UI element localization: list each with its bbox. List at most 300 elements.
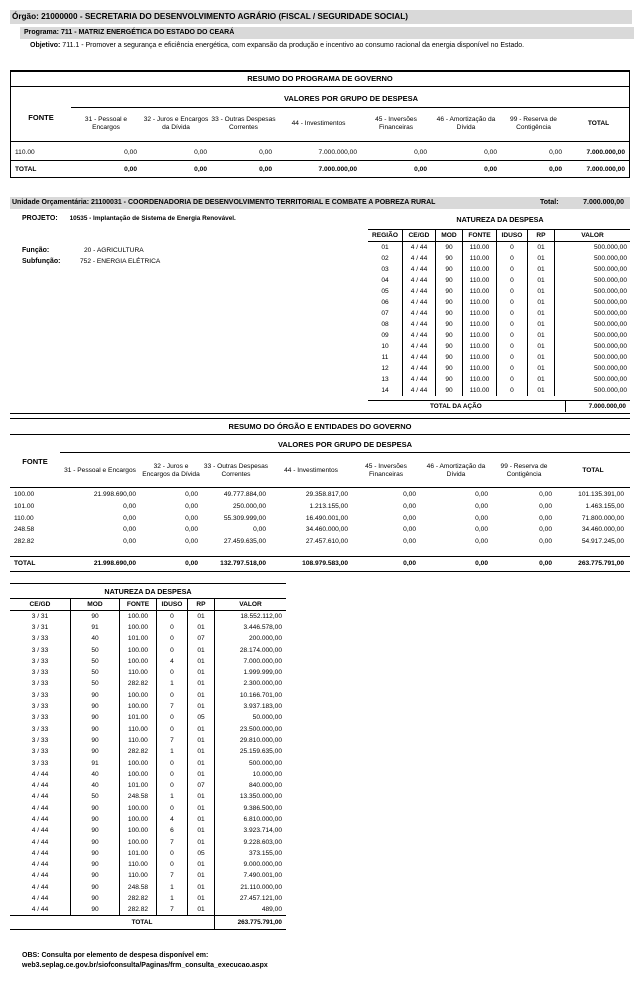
table-cell: 01 bbox=[188, 882, 215, 893]
col-juros: 32 - Juros e Encargos da Dívida bbox=[143, 116, 209, 131]
table-cell: 01 bbox=[188, 791, 215, 802]
table-cell: 0 bbox=[497, 286, 528, 297]
unidade-header bbox=[10, 197, 630, 209]
no-total-label: TOTAL bbox=[131, 919, 153, 927]
obs-link[interactable]: web3.seplag.ce.gov.br/siofconsulta/Paginas/frm_consulta_execucao.aspx bbox=[22, 962, 268, 969]
table-cell: 23.500.000,00 bbox=[215, 723, 287, 734]
table-cell: 500.000,00 bbox=[555, 363, 631, 374]
col-reserva: 99 - Reserva de Contigência bbox=[510, 116, 557, 131]
table-cell: 90 bbox=[71, 814, 120, 825]
table-cell: 91 bbox=[71, 757, 120, 768]
table-row bbox=[10, 644, 286, 655]
table-cell: 0 bbox=[497, 297, 528, 308]
table-cell: 3 / 33 bbox=[31, 759, 49, 767]
resumo-orgao-cell: 0,00 bbox=[539, 491, 552, 498]
table-cell: 01 bbox=[188, 904, 215, 915]
col-outras: 33 - Outras Despesas Correntes bbox=[211, 116, 276, 131]
table-row bbox=[368, 286, 630, 297]
table-cell: 500.000,00 bbox=[555, 352, 631, 363]
table-cell: 4 bbox=[157, 656, 188, 667]
resumo-orgao-cell: 0,00 bbox=[403, 502, 416, 510]
table-cell: 500.000,00 bbox=[555, 341, 631, 352]
table-cell: 500.000,00 bbox=[555, 275, 631, 286]
table-cell: 21.110.000,00 bbox=[215, 882, 287, 893]
table-row bbox=[10, 791, 286, 802]
table-row bbox=[368, 330, 630, 341]
table-row bbox=[10, 882, 286, 893]
table-cell: 110.00 bbox=[463, 297, 497, 308]
table-cell: 01 bbox=[528, 319, 555, 330]
table-cell: 90 bbox=[436, 264, 463, 275]
table-cell: 40 bbox=[71, 780, 120, 791]
table-cell: 100.00 bbox=[120, 803, 157, 814]
table-cell: 28.174.000,00 bbox=[215, 644, 287, 655]
table-cell: 01 bbox=[528, 242, 555, 253]
table-cell: 01 bbox=[188, 814, 215, 825]
table-cell: 01 bbox=[188, 769, 215, 780]
table-cell: 3.937.183,00 bbox=[215, 701, 287, 712]
table-cell: 4 / 44 bbox=[31, 849, 49, 857]
table-cell: 90 bbox=[71, 882, 120, 893]
table-cell: 7 bbox=[157, 904, 188, 915]
table-cell: 2.300.000,00 bbox=[215, 678, 287, 689]
table-row bbox=[10, 859, 286, 870]
resumo-orgao-cell: 0,00 bbox=[185, 560, 198, 567]
table-cell: 9.000.000,00 bbox=[215, 859, 287, 870]
table-cell: 0 bbox=[497, 385, 528, 396]
resumo-orgao-cell: 0,00 bbox=[123, 502, 136, 510]
resumo-orgao-subtitle: VALORES POR GRUPO DE DESPESA bbox=[277, 440, 413, 449]
table-cell: 05 bbox=[381, 287, 389, 295]
resumo-orgao-cell: 0,00 bbox=[475, 491, 488, 498]
table-cell: 110.00 bbox=[120, 735, 157, 746]
resumo-programa-cell: 0,00 bbox=[194, 149, 207, 156]
table-cell: 4 / 44 bbox=[31, 770, 49, 778]
table-cell: 90 bbox=[436, 363, 463, 374]
table-row bbox=[368, 253, 630, 264]
table-cell: 110.00 bbox=[463, 286, 497, 297]
table-cell: 01 bbox=[188, 644, 215, 655]
table-row bbox=[10, 656, 286, 667]
table-cell: 7.490.001,00 bbox=[215, 870, 287, 881]
table-cell: 1 bbox=[157, 678, 188, 689]
table-cell: 01 bbox=[188, 893, 215, 904]
unidade-label: Unidade Orçamentária: 21100031 - COORDENADORIA DE DESENVOLVIMENTO TERRITORIAL E COMBATE A POBREZA RURAL bbox=[12, 199, 436, 206]
table-cell: 0 bbox=[157, 644, 188, 655]
resumo-programa-cell: 0,00 bbox=[124, 149, 137, 156]
table-row bbox=[10, 893, 286, 904]
table-cell: 110.00 bbox=[463, 385, 497, 396]
table-cell: 0 bbox=[157, 859, 188, 870]
table-cell: 0 bbox=[157, 690, 188, 701]
table-row bbox=[368, 264, 630, 275]
table-cell: 0 bbox=[157, 712, 188, 723]
resumo-orgao-cell: 0,00 bbox=[185, 538, 198, 546]
table-cell: 90 bbox=[71, 690, 120, 701]
table-cell: 840.000,00 bbox=[215, 780, 287, 791]
table-cell: 01 bbox=[528, 330, 555, 341]
subfuncao-label: Subfunção: bbox=[22, 258, 61, 265]
no-col-fonte: FONTE bbox=[120, 599, 157, 611]
np-col-fonte: FONTE bbox=[463, 230, 497, 242]
table-cell: 4 / 44 bbox=[403, 330, 436, 341]
table-cell: 01 bbox=[528, 308, 555, 319]
table-cell: 4 / 44 bbox=[403, 297, 436, 308]
table-row bbox=[10, 803, 286, 814]
natureza-orgao-box bbox=[10, 583, 286, 936]
table-cell: 01 bbox=[528, 253, 555, 264]
table-cell: 0 bbox=[497, 319, 528, 330]
ro-col-inversoes: 45 - Inversões Financeiras bbox=[365, 463, 407, 478]
table-row bbox=[368, 242, 630, 253]
ro-col-pessoal: 31 - Pessoal e Encargos bbox=[64, 467, 136, 474]
table-cell: 0 bbox=[157, 803, 188, 814]
table-cell: 4 / 44 bbox=[403, 385, 436, 396]
table-cell: 90 bbox=[71, 803, 120, 814]
np-col-regiao: REGIÃO bbox=[371, 232, 398, 239]
table-cell: 01 bbox=[188, 656, 215, 667]
table-cell: 10 bbox=[381, 342, 389, 350]
table-cell: 01 bbox=[528, 363, 555, 374]
table-row bbox=[10, 780, 286, 791]
resumo-programa-subtitle: VALORES POR GRUPO DE DESPESA bbox=[283, 94, 419, 103]
table-row bbox=[368, 385, 630, 396]
table-row bbox=[10, 622, 286, 633]
resumo-orgao-cell: 16.490.001,00 bbox=[305, 514, 348, 522]
table-cell: 01 bbox=[188, 746, 215, 757]
resumo-orgao-cell: 0,00 bbox=[539, 526, 552, 534]
table-cell: 10.166.701,00 bbox=[215, 690, 287, 701]
natureza-orgao-table bbox=[10, 598, 286, 930]
table-cell: 90 bbox=[71, 848, 120, 859]
table-cell: 200.000,00 bbox=[215, 633, 287, 644]
resumo-orgao-cell: 0,00 bbox=[475, 514, 488, 522]
table-cell: 282.82 bbox=[120, 746, 157, 757]
table-cell: 90 bbox=[71, 701, 120, 712]
table-cell: 110.00 bbox=[463, 330, 497, 341]
np-col-mod: MOD bbox=[436, 230, 463, 242]
table-cell: 500.000,00 bbox=[555, 319, 631, 330]
table-cell: 01 bbox=[188, 803, 215, 814]
table-cell: 90 bbox=[71, 859, 120, 870]
table-cell: 90 bbox=[436, 319, 463, 330]
resumo-programa-cell: 0,00 bbox=[484, 149, 497, 156]
table-row bbox=[10, 712, 286, 723]
table-cell: 01 bbox=[188, 836, 215, 847]
table-row bbox=[368, 352, 630, 363]
table-cell: 6 bbox=[157, 825, 188, 836]
table-cell: 4 / 44 bbox=[403, 319, 436, 330]
col-investimentos: 44 - Investimentos bbox=[291, 120, 346, 127]
table-cell: 90 bbox=[436, 297, 463, 308]
table-cell: 01 bbox=[528, 286, 555, 297]
table-cell: 248.58 bbox=[120, 791, 157, 802]
table-cell: 110.00 bbox=[463, 242, 497, 253]
table-cell: 248.58 bbox=[120, 882, 157, 893]
table-cell: 01 bbox=[188, 611, 215, 622]
table-cell: 500.000,00 bbox=[555, 297, 631, 308]
np-total-label: TOTAL DA AÇÃO bbox=[430, 403, 482, 410]
resumo-orgao-cell: 0,00 bbox=[403, 514, 416, 522]
table-cell: 04 bbox=[381, 276, 389, 284]
resumo-orgao-cell: 27.457.610,00 bbox=[305, 538, 348, 546]
resumo-programa-cell: 7.000.000,00 bbox=[586, 166, 625, 173]
resumo-programa-cell: 0,00 bbox=[194, 166, 207, 173]
resumo-programa-cell: 7.000.000,00 bbox=[318, 149, 357, 156]
resumo-orgao-cell: 0,00 bbox=[539, 560, 552, 567]
table-row bbox=[10, 723, 286, 734]
table-cell: 7.000.000,00 bbox=[215, 656, 287, 667]
obs-line-1: OBS: Consulta por elemento de despesa disponível em: bbox=[22, 952, 209, 959]
resumo-orgao-cell: 0,00 bbox=[403, 538, 416, 546]
table-cell: 1 bbox=[157, 882, 188, 893]
table-cell: 0 bbox=[497, 308, 528, 319]
col-pessoal: 31 - Pessoal e Encargos bbox=[84, 116, 128, 131]
table-cell: 0 bbox=[497, 253, 528, 264]
programa-header: Programa: 711 - MATRIZ ENERGÉTICA DO ESTADO DO CEARÁ bbox=[20, 27, 634, 39]
table-cell: 08 bbox=[381, 320, 389, 328]
table-cell: 110.00 bbox=[463, 319, 497, 330]
table-cell: 0 bbox=[157, 848, 188, 859]
resumo-orgao-cell: 263.775.791,00 bbox=[578, 560, 624, 567]
table-cell: 110.00 bbox=[463, 308, 497, 319]
table-cell: 489,00 bbox=[215, 904, 287, 915]
table-row bbox=[368, 275, 630, 286]
table-cell: 50 bbox=[71, 656, 120, 667]
table-cell: 9.228.603,00 bbox=[215, 836, 287, 847]
table-cell: 101.00 bbox=[120, 633, 157, 644]
table-cell: 01 bbox=[188, 667, 215, 678]
table-cell: 18.552.112,00 bbox=[215, 611, 287, 622]
table-cell: 90 bbox=[436, 341, 463, 352]
table-cell: 9.386.500,00 bbox=[215, 803, 287, 814]
objetivo-text: 711.1 - Promover a segurança e eficiência energética, com expansão da produção e incentivo ao consumo racional da energia disponível no Estado. bbox=[62, 42, 525, 49]
funcao-line bbox=[22, 247, 144, 254]
table-cell: 03 bbox=[381, 265, 389, 273]
table-cell: 6.810.000,00 bbox=[215, 814, 287, 825]
table-cell: 01 bbox=[381, 243, 389, 251]
table-row bbox=[10, 836, 286, 847]
table-cell: 4 / 44 bbox=[31, 895, 49, 903]
resumo-programa-row-fonte: 110.00 bbox=[15, 149, 35, 156]
table-cell: 90 bbox=[436, 352, 463, 363]
resumo-orgao-cell: 0,00 bbox=[539, 538, 552, 546]
table-cell: 90 bbox=[436, 308, 463, 319]
table-cell: 4 / 44 bbox=[31, 827, 49, 835]
table-cell: 07 bbox=[188, 633, 215, 644]
resumo-orgao-cell: 27.459.635,00 bbox=[223, 538, 266, 546]
table-cell: 90 bbox=[71, 712, 120, 723]
table-cell: 0 bbox=[157, 667, 188, 678]
orgao-header: Órgão: 21000000 - SECRETARIA DO DESENVOLVIMENTO AGRÁRIO (FISCAL / SEGURIDADE SOCIAL) bbox=[10, 10, 632, 24]
table-cell: 50 bbox=[71, 678, 120, 689]
table-row bbox=[368, 374, 630, 385]
table-row bbox=[368, 308, 630, 319]
resumo-orgao-cell: 0,00 bbox=[185, 526, 198, 534]
table-cell: 3 / 33 bbox=[31, 669, 49, 677]
table-cell: 90 bbox=[436, 275, 463, 286]
ro-col-reserva: 99 - Reserva de Contigência bbox=[500, 463, 548, 478]
table-row bbox=[10, 633, 286, 644]
no-col-rp: RP bbox=[188, 599, 215, 611]
table-cell: 90 bbox=[71, 735, 120, 746]
resumo-orgao-cell: 0,00 bbox=[475, 526, 488, 534]
table-row bbox=[368, 319, 630, 330]
resumo-programa-cell: 0,00 bbox=[259, 166, 272, 173]
table-cell: 4 bbox=[157, 814, 188, 825]
ro-col-outras: 33 - Outras Despesas Correntes bbox=[203, 463, 269, 478]
table-cell: 500.000,00 bbox=[555, 330, 631, 341]
table-cell: 01 bbox=[528, 297, 555, 308]
table-row bbox=[10, 769, 286, 780]
resumo-orgao-cell: 108.979.583,00 bbox=[302, 560, 348, 567]
table-cell: 90 bbox=[71, 746, 120, 757]
table-cell: 0 bbox=[157, 622, 188, 633]
table-cell: 110.00 bbox=[120, 723, 157, 734]
table-cell: 40 bbox=[71, 633, 120, 644]
table-cell: 282.82 bbox=[120, 904, 157, 915]
table-cell: 0 bbox=[157, 780, 188, 791]
table-cell: 4 / 44 bbox=[31, 782, 49, 790]
table-cell: 50.000,00 bbox=[215, 712, 287, 723]
table-cell: 07 bbox=[381, 309, 389, 317]
table-cell: 500.000,00 bbox=[555, 374, 631, 385]
no-col-cegd: CE/GD bbox=[29, 601, 51, 608]
table-row bbox=[10, 667, 286, 678]
table-cell: 27.457.121,00 bbox=[215, 893, 287, 904]
table-cell: 4 / 44 bbox=[403, 253, 436, 264]
table-row bbox=[10, 848, 286, 859]
table-cell: 4 / 44 bbox=[403, 341, 436, 352]
table-cell: 100.00 bbox=[120, 622, 157, 633]
natureza-orgao-title: NATUREZA DA DESPESA bbox=[104, 587, 192, 596]
table-cell: 100.00 bbox=[120, 611, 157, 622]
table-cell: 13 bbox=[381, 375, 389, 383]
table-cell: 01 bbox=[528, 264, 555, 275]
table-cell: 3.923.714,00 bbox=[215, 825, 287, 836]
table-cell: 500.000,00 bbox=[555, 286, 631, 297]
table-cell: 0 bbox=[497, 363, 528, 374]
resumo-orgao-cell: 0,00 bbox=[539, 502, 552, 510]
resumo-orgao-cell: 0,00 bbox=[403, 491, 416, 498]
col-amortizacao: 46 - Amortização da Dívida bbox=[436, 116, 496, 131]
table-cell: 40 bbox=[71, 769, 120, 780]
np-total-value: 7.000.000,00 bbox=[588, 403, 626, 410]
resumo-programa-cell: 0,00 bbox=[549, 166, 562, 173]
table-cell: 90 bbox=[436, 330, 463, 341]
no-col-mod: MOD bbox=[71, 599, 120, 611]
table-cell: 110.00 bbox=[120, 870, 157, 881]
table-row bbox=[10, 611, 286, 622]
table-cell: 100.00 bbox=[120, 769, 157, 780]
table-cell: 3 / 33 bbox=[31, 748, 49, 756]
table-cell: 101.00 bbox=[120, 780, 157, 791]
table-cell: 90 bbox=[71, 904, 120, 915]
table-cell: 05 bbox=[188, 712, 215, 723]
table-cell: 3 / 33 bbox=[31, 691, 49, 699]
ro-col-total: TOTAL bbox=[582, 467, 604, 474]
table-cell: 0 bbox=[497, 374, 528, 385]
table-cell: 90 bbox=[71, 870, 120, 881]
table-cell: 4 / 44 bbox=[31, 872, 49, 880]
table-cell: 100.00 bbox=[120, 836, 157, 847]
table-cell: 01 bbox=[188, 859, 215, 870]
resumo-orgao-cell: 29.358.817,00 bbox=[305, 491, 348, 498]
table-cell: 1 bbox=[157, 893, 188, 904]
table-cell: 10.000,00 bbox=[215, 769, 287, 780]
table-cell: 101.00 bbox=[120, 712, 157, 723]
resumo-orgao-cell: 1.463.155,00 bbox=[585, 502, 624, 510]
table-cell: 500.000,00 bbox=[215, 757, 287, 768]
table-cell: 4 / 44 bbox=[31, 793, 49, 801]
table-cell: 0 bbox=[157, 633, 188, 644]
resumo-orgao-cell: 49.777.884,00 bbox=[223, 491, 266, 498]
table-cell: 01 bbox=[188, 678, 215, 689]
resumo-orgao-cell: 34.460.000,00 bbox=[305, 526, 348, 534]
table-cell: 90 bbox=[71, 893, 120, 904]
table-row bbox=[368, 341, 630, 352]
resumo-orgao-cell: 0,00 bbox=[123, 526, 136, 534]
projeto-label: PROJETO: bbox=[22, 215, 58, 222]
table-cell: 100.00 bbox=[120, 644, 157, 655]
table-cell: 0 bbox=[497, 352, 528, 363]
table-cell: 50 bbox=[71, 667, 120, 678]
resumo-orgao-cell: 0,00 bbox=[403, 560, 416, 567]
table-cell: 01 bbox=[528, 374, 555, 385]
resumo-orgao-cell: 0,00 bbox=[185, 502, 198, 510]
table-cell: 4 / 44 bbox=[31, 815, 49, 823]
resumo-orgao-cell: 0,00 bbox=[403, 526, 416, 534]
table-cell: 373.155,00 bbox=[215, 848, 287, 859]
table-cell: 282.82 bbox=[120, 678, 157, 689]
table-cell: 25.159.635,00 bbox=[215, 746, 287, 757]
table-cell: 3 / 31 bbox=[31, 612, 49, 620]
table-cell: 01 bbox=[528, 341, 555, 352]
table-cell: 0 bbox=[157, 723, 188, 734]
table-cell: 90 bbox=[436, 253, 463, 264]
table-cell: 500.000,00 bbox=[555, 385, 631, 396]
resumo-orgao-cell: 0,00 bbox=[475, 502, 488, 510]
table-cell: 1.999.999,00 bbox=[215, 667, 287, 678]
table-cell: 4 / 44 bbox=[403, 242, 436, 253]
table-row bbox=[10, 690, 286, 701]
table-cell: 90 bbox=[436, 374, 463, 385]
col-inversoes: 45 - Inversões Financeiras bbox=[375, 116, 417, 131]
table-cell: 7 bbox=[157, 701, 188, 712]
table-cell: 4 / 44 bbox=[31, 838, 49, 846]
table-cell: 3 / 33 bbox=[31, 657, 49, 665]
table-cell: 12 bbox=[381, 364, 389, 372]
resumo-orgao-cell: 21.998.690,00 bbox=[93, 491, 136, 498]
table-cell: 110.00 bbox=[463, 264, 497, 275]
table-cell: 7 bbox=[157, 836, 188, 847]
table-cell: 0 bbox=[497, 341, 528, 352]
table-cell: 4 / 44 bbox=[403, 352, 436, 363]
table-cell: 01 bbox=[528, 385, 555, 396]
table-cell: 3 / 33 bbox=[31, 714, 49, 722]
table-cell: 4 / 44 bbox=[403, 308, 436, 319]
table-cell: 01 bbox=[188, 723, 215, 734]
table-cell: 14 bbox=[381, 386, 389, 394]
table-cell: 01 bbox=[188, 757, 215, 768]
table-cell: 4 / 44 bbox=[31, 804, 49, 812]
resumo-orgao-cell: 0,00 bbox=[123, 514, 136, 522]
table-cell: 100.00 bbox=[120, 656, 157, 667]
table-cell: 06 bbox=[381, 298, 389, 306]
table-cell: 7 bbox=[157, 870, 188, 881]
table-cell: 01 bbox=[188, 870, 215, 881]
table-cell: 500.000,00 bbox=[555, 242, 631, 253]
